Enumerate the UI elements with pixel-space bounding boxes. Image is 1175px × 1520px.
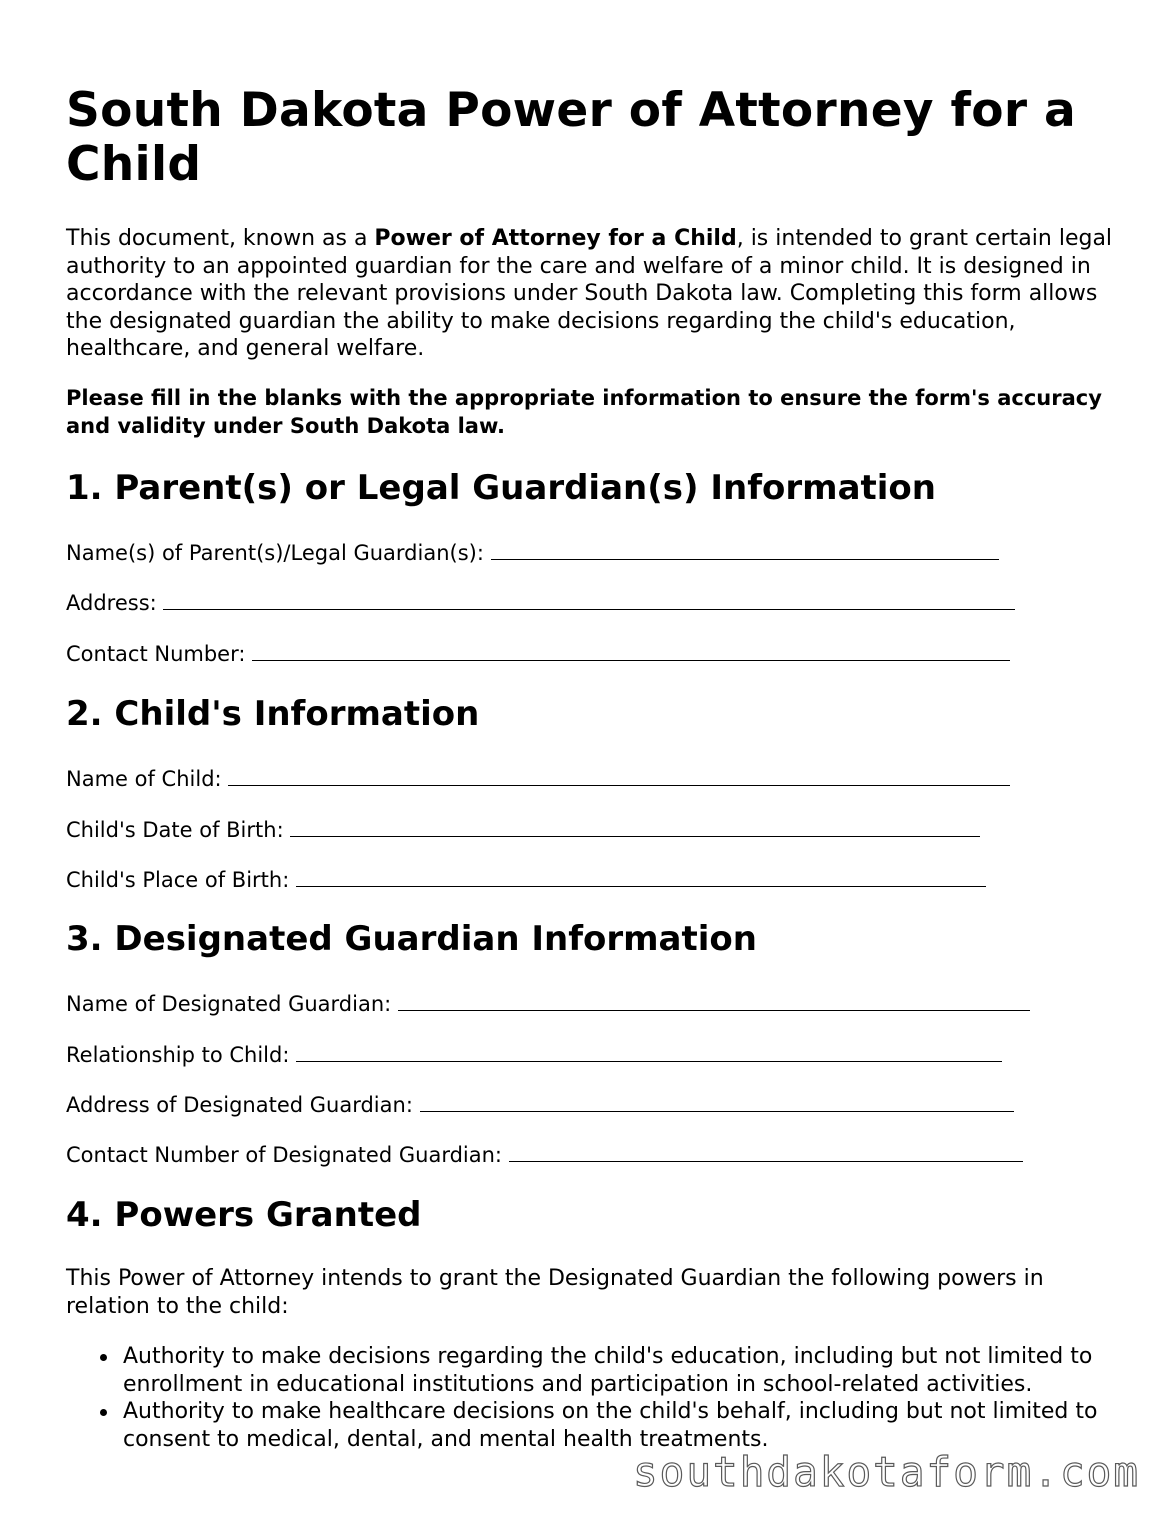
guardian-contact-field (66, 1141, 1023, 1168)
field-label: Relationship to Child: (66, 1043, 290, 1067)
intro-text-bold: Power of Attorney for a Child (374, 226, 737, 251)
section-heading-guardian: 3. Designated Guardian Information (66, 919, 757, 959)
intro-paragraph (66, 225, 1126, 363)
parent-names-field (66, 539, 999, 566)
field-label: Contact Number of Designated Guardian: (66, 1143, 502, 1167)
document-title: South Dakota Power of Attorney for a Child (66, 83, 1077, 192)
bullet-icon (100, 1354, 107, 1361)
guardian-address-field (66, 1091, 1014, 1118)
field-label: Address of Designated Guardian: (66, 1093, 413, 1117)
parent-address-blank[interactable] (163, 589, 1015, 610)
powers-intro: This Power of Attorney intends to grant the Designated Guardian the following powers in relation to the child: (66, 1266, 1044, 1319)
guardian-name-field (66, 990, 1030, 1017)
powers-list (66, 1343, 1126, 1453)
guardian-relationship-blank[interactable] (296, 1041, 1002, 1062)
power-text: Authority to make decisions regarding the child's education, including but not limited to enrollment in educational institutions and participation in school-related activities. (123, 1344, 1093, 1397)
parent-address-field (66, 589, 1015, 616)
child-dob-field (66, 816, 980, 843)
list-item (66, 1398, 1126, 1453)
section-heading-powers: 4. Powers Granted (66, 1195, 422, 1235)
parent-contact-blank[interactable] (252, 640, 1010, 661)
list-item (66, 1343, 1126, 1398)
field-label: Name of Designated Guardian: (66, 992, 392, 1016)
section-heading-parents: 1. Parent(s) or Legal Guardian(s) Information (66, 468, 936, 508)
field-label: Contact Number: (66, 642, 246, 666)
intro-text-after: , is intended to grant certain legal authority to an appointed guardian for the care and welfare of a minor child. It is designed in accordance with the relevant provisions under South Dakota law. Completing this form allows the designated guardian the ability to make decisions regarding the child's education, healthcare, and general welfare. (66, 226, 1113, 361)
parent-names-blank[interactable] (491, 539, 999, 560)
field-label: Name of Child: (66, 767, 222, 791)
power-text: Authority to make healthcare decisions on the child's behalf, including but not limited to consent to medical, dental, and mental health treatments. (123, 1399, 1098, 1452)
guardian-contact-blank[interactable] (509, 1141, 1023, 1162)
fill-in-notice: Please fill in the blanks with the appropriate information to ensure the form's accuracy and validity under South Dakota law. (66, 386, 1102, 438)
child-dob-blank[interactable] (290, 816, 980, 837)
child-name-blank[interactable] (228, 765, 1010, 786)
field-label: Child's Place of Birth: (66, 868, 290, 892)
child-pob-field (66, 866, 986, 893)
parent-contact-field (66, 640, 1010, 667)
guardian-name-blank[interactable] (398, 990, 1030, 1011)
intro-text-before: This document, known as a (66, 226, 375, 251)
section-heading-child: 2. Child's Information (66, 694, 480, 734)
field-label: Name(s) of Parent(s)/Legal Guardian(s): (66, 541, 484, 565)
guardian-relationship-field (66, 1041, 1002, 1068)
field-label: Child's Date of Birth: (66, 818, 284, 842)
watermark: southdakotaform.com (633, 1448, 1140, 1496)
child-name-field (66, 765, 1010, 792)
field-label: Address: (66, 591, 157, 615)
bullet-icon (100, 1409, 107, 1416)
child-pob-blank[interactable] (296, 866, 986, 887)
guardian-address-blank[interactable] (420, 1091, 1014, 1112)
